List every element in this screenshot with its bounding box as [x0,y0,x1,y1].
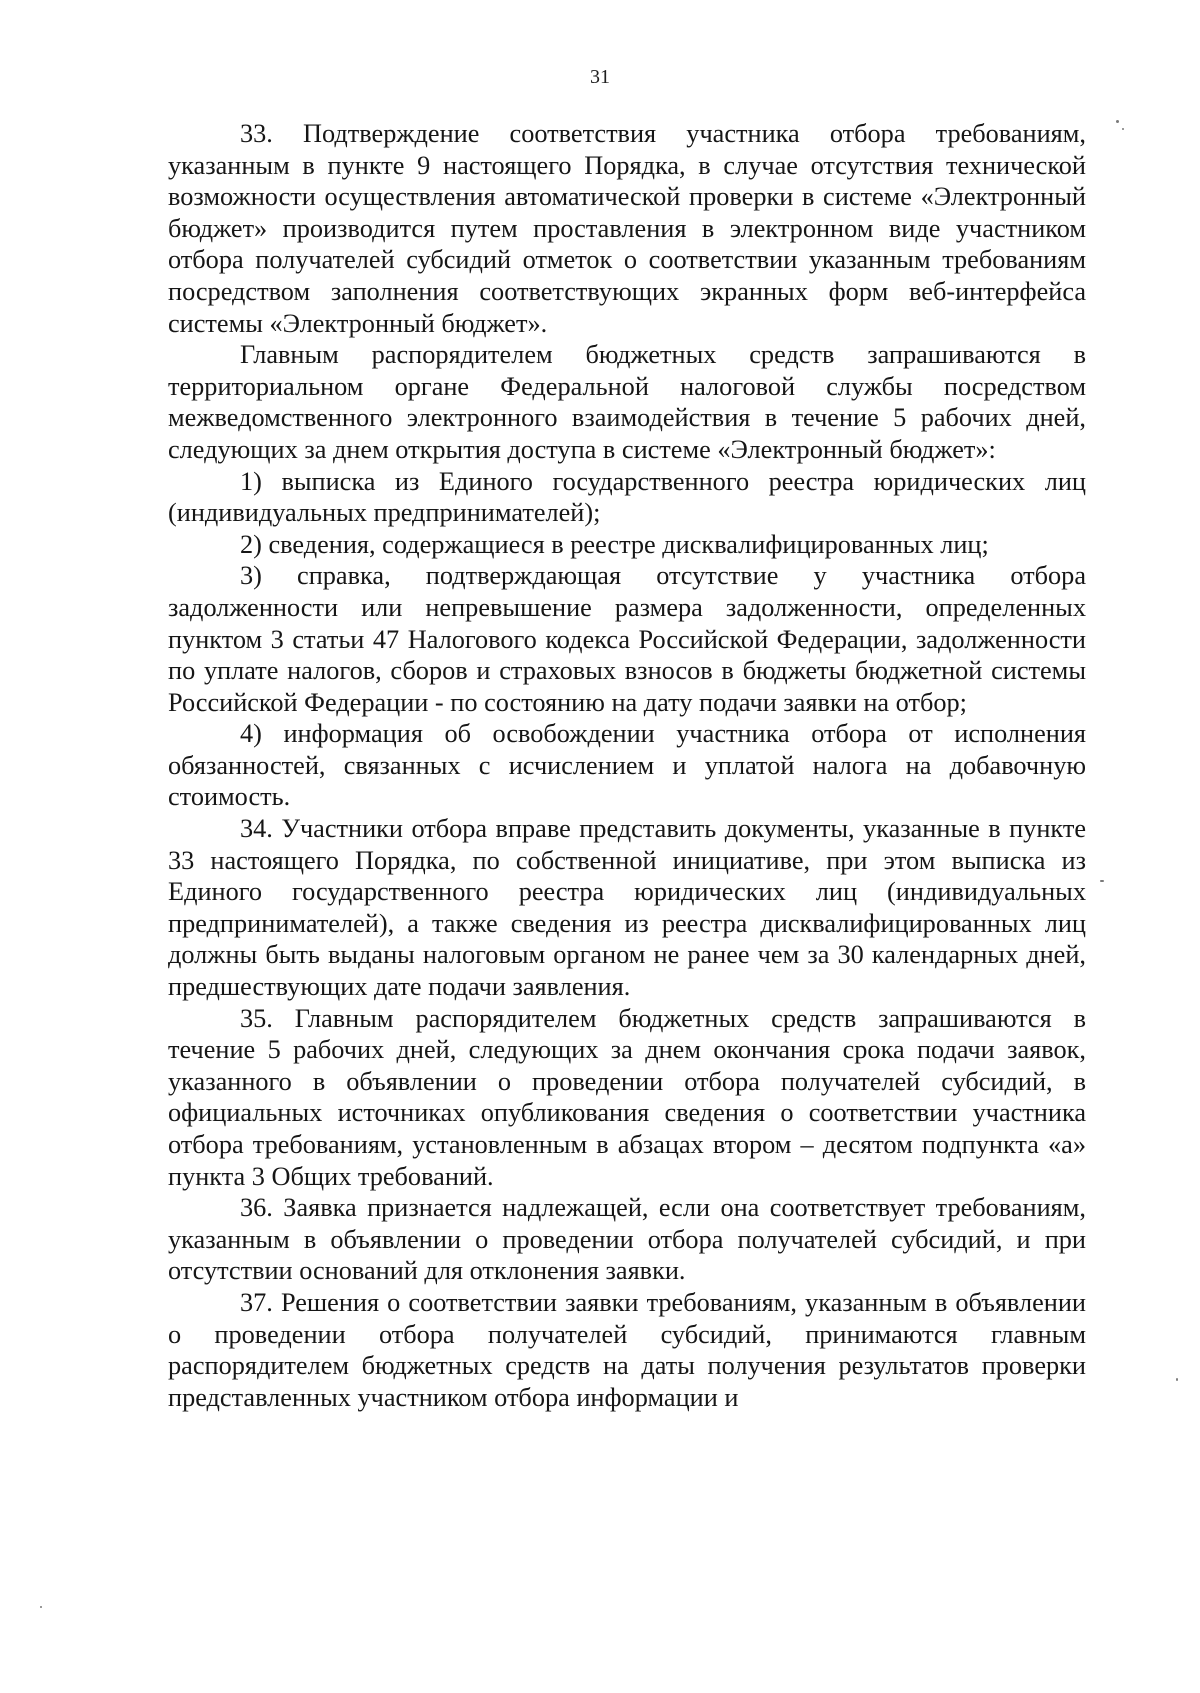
scan-speck [1100,880,1104,882]
document-body [168,118,1086,1413]
paragraph-33: 33. Подтверждение соответствия участника отбора требованиям, указанным в пункте 9 настоящего Порядка, в случае отсутствия технической возможности осуществления автоматической проверки в системе «Электронный бюджет» производится путем проставления в электронном виде участником отбора получателей субсидий отметок о соответствии указанным требованиям посредством заполнения соответствующих экранных форм веб-интерфейса системы «Электронный бюджет». [168,119,1086,338]
scan-speck [1116,120,1119,123]
scan-speck [1122,128,1124,130]
scan-speck [1176,1378,1178,1381]
list-item-4: 4) информация об освобождении участника отбора от исполнения обязанностей, связанных с исчислением и уплатой налога на добавочную стоимость. [168,719,1086,812]
paragraph-35: 35. Главным распорядителем бюджетных средств запрашиваются в течение 5 рабочих дней, следующих за днем окончания срока подачи заявок, указанного в объявлении о проведении отбора получателей субсидий, в официальных источниках опубликования сведения о соответствии участника отбора требованиям, установленным в абзацах втором – десятом подпункта «а» пункта 3 Общих требований. [168,1003,1086,1191]
paragraph-34: 34. Участники отбора вправе представить документы, указанные в пункте 33 настоящего Порядка, по собственной инициативе, при этом выписка из Единого государственного реестра юридических лиц (индивидуальных предпринимателей), а также сведения из реестра дисквалифицированных лиц должны быть выданы налоговым органом не ранее чем за 30 календарных дней, предшествующих дате подачи заявления. [168,814,1086,1002]
scan-speck [40,1606,42,1608]
list-item-1: 1) выписка из Единого государственного реестра юридических лиц (индивидуальных предпринимателей); [168,466,1086,528]
paragraph-36: 36. Заявка признается надлежащей, если она соответствует требованиям, указанным в объявлении о проведении отбора получателей субсидий, и при отсутствии оснований для отклонения заявки. [168,1193,1086,1286]
list-item-3: 3) справка, подтверждающая отсутствие у участника отбора задолженности или непревышение размера задолженности, определенных пунктом 3 статьи 47 Налогового кодекса Российской Федерации, задолженности по уплате налогов, сборов и страховых взносов в бюджеты бюджетной системы Российской Федерации - по состоянию на дату подачи заявки на отбор; [168,561,1086,717]
list-item-2: 2) сведения, содержащиеся в реестре дисквалифицированных лиц; [240,529,989,559]
paragraph-37: 37. Решения о соответствии заявки требованиям, указанным в объявлении о проведении отбора получателей субсидий, принимаются главным распорядителем бюджетных средств на даты получения результатов проверки представленных участником отбора информации и [168,1287,1086,1412]
page-number: 31 [590,66,610,88]
paragraph-requests-intro: Главным распорядителем бюджетных средств запрашиваются в территориальном органе Федеральной налоговой службы посредством межведомственного электронного взаимодействия в течение 5 рабочих дней, следующих за днем открытия доступа в системе «Электронный бюджет»: [168,340,1086,464]
